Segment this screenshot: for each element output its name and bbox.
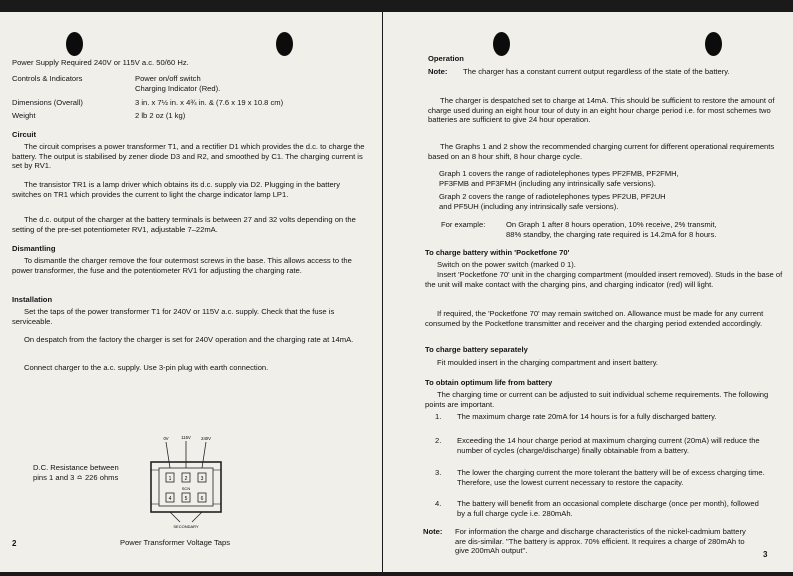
separately-text: Fit moulded insert in the charging compartment and insert battery. xyxy=(437,358,659,367)
circuit-paragraph: The d.c. output of the charger at the battery terminals is between 27 and 32 volts depending on the setting of the pre-set potentiometer RV1, adjustable 7–22mA. xyxy=(12,215,356,234)
operation-paragraph: The charger is despatched set to charge at 14mA. This should be sufficient to restore the amount of charge used during an eight hour tour of duty in an eight hour charge period i.e. for most schemes two batteries are sufficient to give 24 hour operation. xyxy=(428,96,775,125)
installation-paragraph: On despatch from the factory the charger is set for 240V operation and the charging rate at 14mA. xyxy=(24,335,354,344)
installation-heading: Installation xyxy=(12,295,53,304)
insert-text: Insert 'Pocketfone 70' unit in the charging compartment (moulded insert removed). Studs in the base of the unit will make contact with the charging pins, and charging indicator (red) will light. xyxy=(425,270,783,289)
pin-label: 6 xyxy=(200,496,204,502)
dismantling-paragraph: To dismantle the charger remove the four outermost screws in the base. This allows access to the power transformer, the fuse and the potentiometer RV1 for adjusting the charging rate. xyxy=(12,256,352,275)
point-number: 4. xyxy=(435,499,442,508)
point-number: 2. xyxy=(435,436,442,445)
secondary-label: SECONDARY xyxy=(173,524,199,529)
operation-heading: Operation xyxy=(428,54,464,63)
note-text: The charger has a constant current output regardless of the state of the battery. xyxy=(463,67,730,76)
spec-value: 3 in. x 7½ in. x 4¾ in. & (7.6 x 19 x 10.8 cm) xyxy=(135,98,284,107)
tap-label-115v: 115V xyxy=(181,435,191,440)
point-text: The battery will benefit from an occasional complete discharge (once per month), followed by a full charge cycle i.e. 280mAh. xyxy=(457,499,759,518)
point-number: 1. xyxy=(435,412,442,421)
note-text: For information the charge and discharge characteristics of the nickel-cadmium battery are dis-similar. "The battery is approx. 70% efficient. It requires a charge of 280mAh to give 200mAh output". xyxy=(455,527,746,556)
example-label: For example: xyxy=(441,220,486,229)
installation-paragraph: Connect charger to the a.c. supply. Use 3-pin plug with earth connection. xyxy=(24,363,269,372)
note-label: Note: xyxy=(428,67,448,76)
spec-label: Dimensions (Overall) xyxy=(12,98,83,107)
spec-value: 2 lb 2 oz (1 kg) xyxy=(135,111,186,120)
installation-paragraph: Set the taps of the power transformer T1 for 240V or 115V a.c. supply. Check that the fuse is serviceable. xyxy=(12,307,335,326)
pin-label: 5 xyxy=(184,496,188,502)
switch-on-text: Switch on the power switch (marked 0 1). xyxy=(437,260,576,269)
resistance-note: D.C. Resistance between pins 1 and 3 ≏ 226 ohms xyxy=(33,463,119,482)
scn-label: SCN xyxy=(181,486,191,491)
left-page xyxy=(0,12,382,572)
pin-label: 1 xyxy=(168,476,172,482)
spec-value: Power on/off switch Charging Indicator (Red). xyxy=(135,74,221,93)
right-page xyxy=(383,12,793,572)
charge-within-heading: To charge battery within 'Pocketfone 70' xyxy=(425,248,570,257)
punch-hole xyxy=(276,32,293,56)
tap-label-0v: 0V xyxy=(163,436,169,441)
circuit-paragraph: The circuit comprises a power transformer T1, and a rectifier D1 which provides the d.c. to charge the battery. The output is stabilised by zener diode D3 and R2, and smoothed by C1. The charging current is set by RV1. xyxy=(12,142,365,171)
tap-label-240v: 240V xyxy=(201,436,211,441)
transformer-diagram xyxy=(146,432,226,530)
point-text: The maximum charge rate 20mA for 14 hours is for a fully discharged battery. xyxy=(457,412,717,421)
point-number: 3. xyxy=(435,468,442,477)
graph2-coverage: Graph 2 covers the range of radiotelephones types PF2UB, PF2UH and PF5UH (including any intrinsically safe versions). xyxy=(439,192,666,211)
point-text: Exceeding the 14 hour charge period at maximum charging current (20mA) will reduce the number of cycles (charge/discharge) finally obtainable from a battery. xyxy=(457,436,760,455)
spec-label: Weight xyxy=(12,111,36,120)
diagram-caption: Power Transformer Voltage Taps xyxy=(120,538,231,547)
circuit-heading: Circuit xyxy=(12,130,37,139)
punch-hole xyxy=(493,32,510,56)
operation-paragraph: The Graphs 1 and 2 show the recommended charging current for different operational requirements based on an 8 hour shift, 8 hour charge cycle. xyxy=(428,142,775,161)
separately-heading: To charge battery separately xyxy=(425,345,528,354)
punch-hole xyxy=(705,32,722,56)
graph1-coverage: Graph 1 covers the range of radiotelephones types PF2FMB, PF2FMH, PF3FMB and PF3FMH (including any intrinsically safe versions). xyxy=(439,169,679,188)
point-text: The lower the charging current the more tolerant the battery will be of excess charging time. Therefore, use the lowest current necessary to restore the capacity. xyxy=(457,468,765,487)
optimum-intro: The charging time or current can be adjusted to suit individual scheme requirements. The following points are important. xyxy=(425,390,769,409)
optimum-heading: To obtain optimum life from battery xyxy=(425,378,553,387)
dismantling-heading: Dismantling xyxy=(12,244,56,253)
page-number: 2 xyxy=(12,539,17,548)
example-text: On Graph 1 after 8 hours operation, 10% receive, 2% transmit, 88% standby, the charging rate required is 14.2mA for 8 hours. xyxy=(506,220,717,239)
punch-hole xyxy=(66,32,83,56)
note-label: Note: xyxy=(423,527,443,536)
allowance-text: If required, the 'Pocketfone 70' may remain switched on. Allowance must be made for any current consumed by the Pocketfone transmitter and receiver and the charging period extended accordingly. xyxy=(425,309,764,328)
tap-leads xyxy=(166,441,206,468)
power-supply-spec: Power Supply Required 240V or 115V a.c. 50/60 Hz. xyxy=(12,58,189,67)
circuit-paragraph: The transistor TR1 is a lamp driver which obtains its d.c. supply via D2. Plugging in the battery switches on TR1 which provides the current to light the charge indicator lamp LP1. xyxy=(12,180,340,199)
page-number: 3 xyxy=(763,550,768,559)
pin-label: 2 xyxy=(184,476,188,482)
pin-label: 4 xyxy=(168,496,172,502)
spec-label: Controls & Indicators xyxy=(12,74,83,83)
pin-label: 3 xyxy=(200,476,204,482)
